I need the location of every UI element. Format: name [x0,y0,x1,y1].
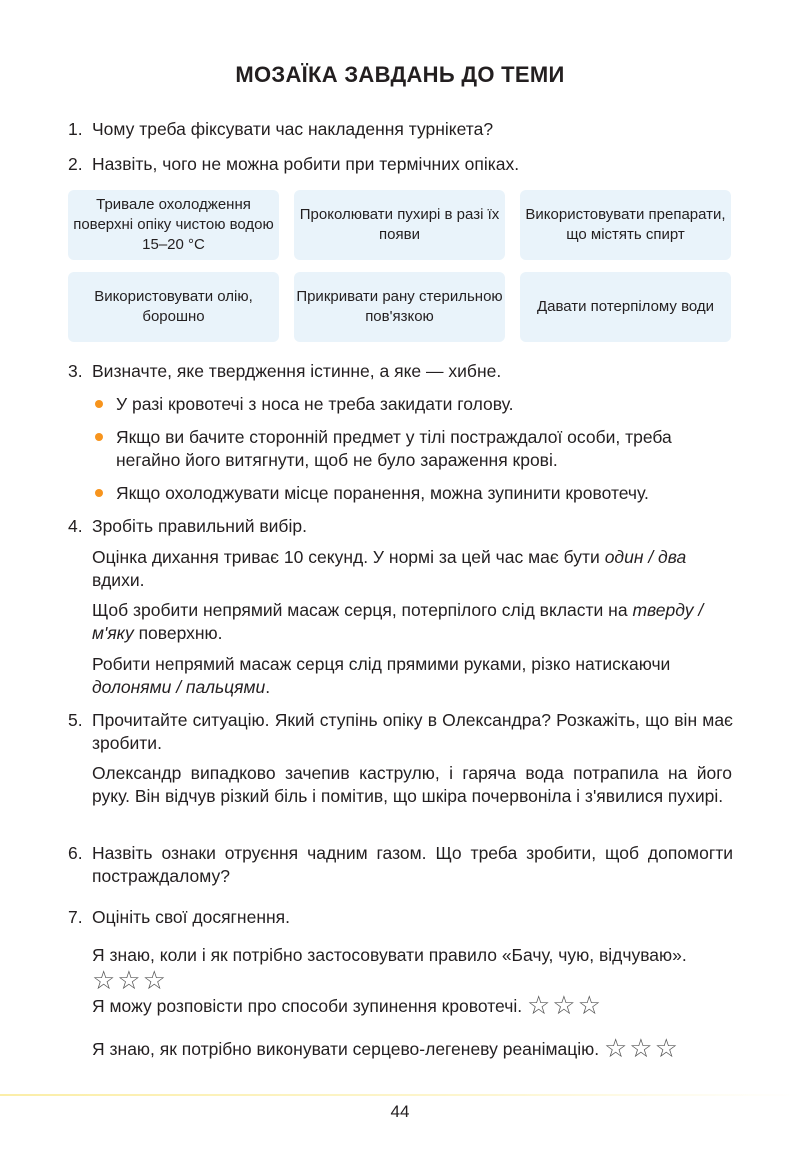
question-text: Прочитайте ситуацію. Який ступінь опіку в Олександра? Розкажіть, що він має зробити. [92,710,733,753]
rating-stars-icon[interactable]: ☆☆☆ [604,1034,680,1064]
rating-stars-icon[interactable]: ☆☆☆ [526,991,603,1021]
answer-card: Прикривати рану стерильною пов'язкою [294,272,505,342]
answer-card: Проколювати пухирі в разі їх появи [294,190,505,260]
sentence-end: . [265,677,271,697]
choice-sentence [92,546,732,592]
question-text: Оцініть свої досягнення. [92,907,290,927]
choice-sentence [92,653,732,699]
sentence-start: Робити непрямий масаж серця слід прямими руками, різко натискаючи [92,654,671,674]
question-2 [68,153,733,176]
bullet-dot-icon [95,433,103,441]
question-4 [68,515,733,538]
sentence-end: вдихи. [92,570,145,590]
page-number: 44 [390,1102,410,1121]
answer-card: Використовувати препарати, що містять спирт [520,190,731,260]
bullet-dot-icon [95,400,103,408]
choice-sentence [92,599,732,645]
self-assessment-item [92,993,732,1019]
answer-card: Давати потерпілому води [520,272,731,342]
situation-text: Олександр випадково зачепив каструлю, і гаряча вода потрапила на його руку. Він відчув різкий біль і помітив, що шкіра почервоніла і з'явилися пухирі. [92,763,732,806]
choice-options: один / два [604,547,687,567]
question-number: 3. [68,361,83,381]
sentence-start: Оцінка дихання триває 10 секунд. У нормі за цей час має бути [92,547,605,567]
sentence-end: поверхню. [133,623,223,643]
question-number: 5. [68,710,83,730]
choice-options: долонями / пальцями [92,677,266,697]
answer-card: Тривале охолодження поверхні опіку чистою водою 15–20 °С [68,190,279,260]
question-3 [68,360,733,383]
footer-divider [0,1094,800,1096]
question-5 [68,709,733,755]
self-assessment-text: Я можу розповісти про способи зупинення кровотечі. [92,996,523,1016]
statement-item [92,426,732,472]
question-text: Зробіть правильний вибір. [92,516,307,536]
question-text: Визначте, яке твердження істинне, а яке — хибне. [92,361,502,381]
question-text: Чому треба фіксувати час накладення турнікета? [92,119,494,139]
statement-item [92,482,732,505]
question-6 [68,842,733,888]
page-title: МОЗАЇКА ЗАВДАНЬ ДО ТЕМИ [235,62,565,87]
answer-card: Використовувати олію, борошно [68,272,279,342]
question-number: 6. [68,843,83,863]
self-assessment-item [92,1036,732,1062]
statement-item [92,393,732,416]
question-number: 2. [68,154,83,174]
statement-text: Якщо ви бачите сторонній предмет у тілі постраждалої особи, треба негайно його витягнути, щоб не було зараження крові. [116,427,672,470]
question-number: 4. [68,516,83,536]
statement-text: Якщо охолоджувати місце поранення, можна зупинити кровотечу. [116,483,649,503]
self-assessment-text: Я знаю, як потрібно виконувати серцево-легеневу реанімацію. [92,1039,600,1059]
question-7 [68,906,733,929]
question-number: 7. [68,907,83,927]
self-assessment-text: Я знаю, коли і як потрібно застосовувати правило «Бачу, чую, відчуваю». [92,945,687,965]
sentence-start: Щоб зробити непрямий масаж серця, потерпілого слід вкласти на [92,600,633,620]
question-number: 1. [68,119,83,139]
self-assessment-item [92,942,732,994]
bullet-dot-icon [95,489,103,497]
choice-options: тверду / м'яку [92,600,704,643]
answer-cards-grid [68,190,732,342]
rating-stars-icon[interactable]: ☆☆☆ [92,966,168,996]
question-1 [68,118,733,141]
question-text: Назвіть ознаки отруєння чадним газом. Що треба зробити, щоб допомогти постраждалому? [92,843,733,886]
question-text: Назвіть, чого не можна робити при термічних опіках. [92,154,520,174]
statement-text: У разі кровотечі з носа не треба закидати голову. [116,394,514,414]
